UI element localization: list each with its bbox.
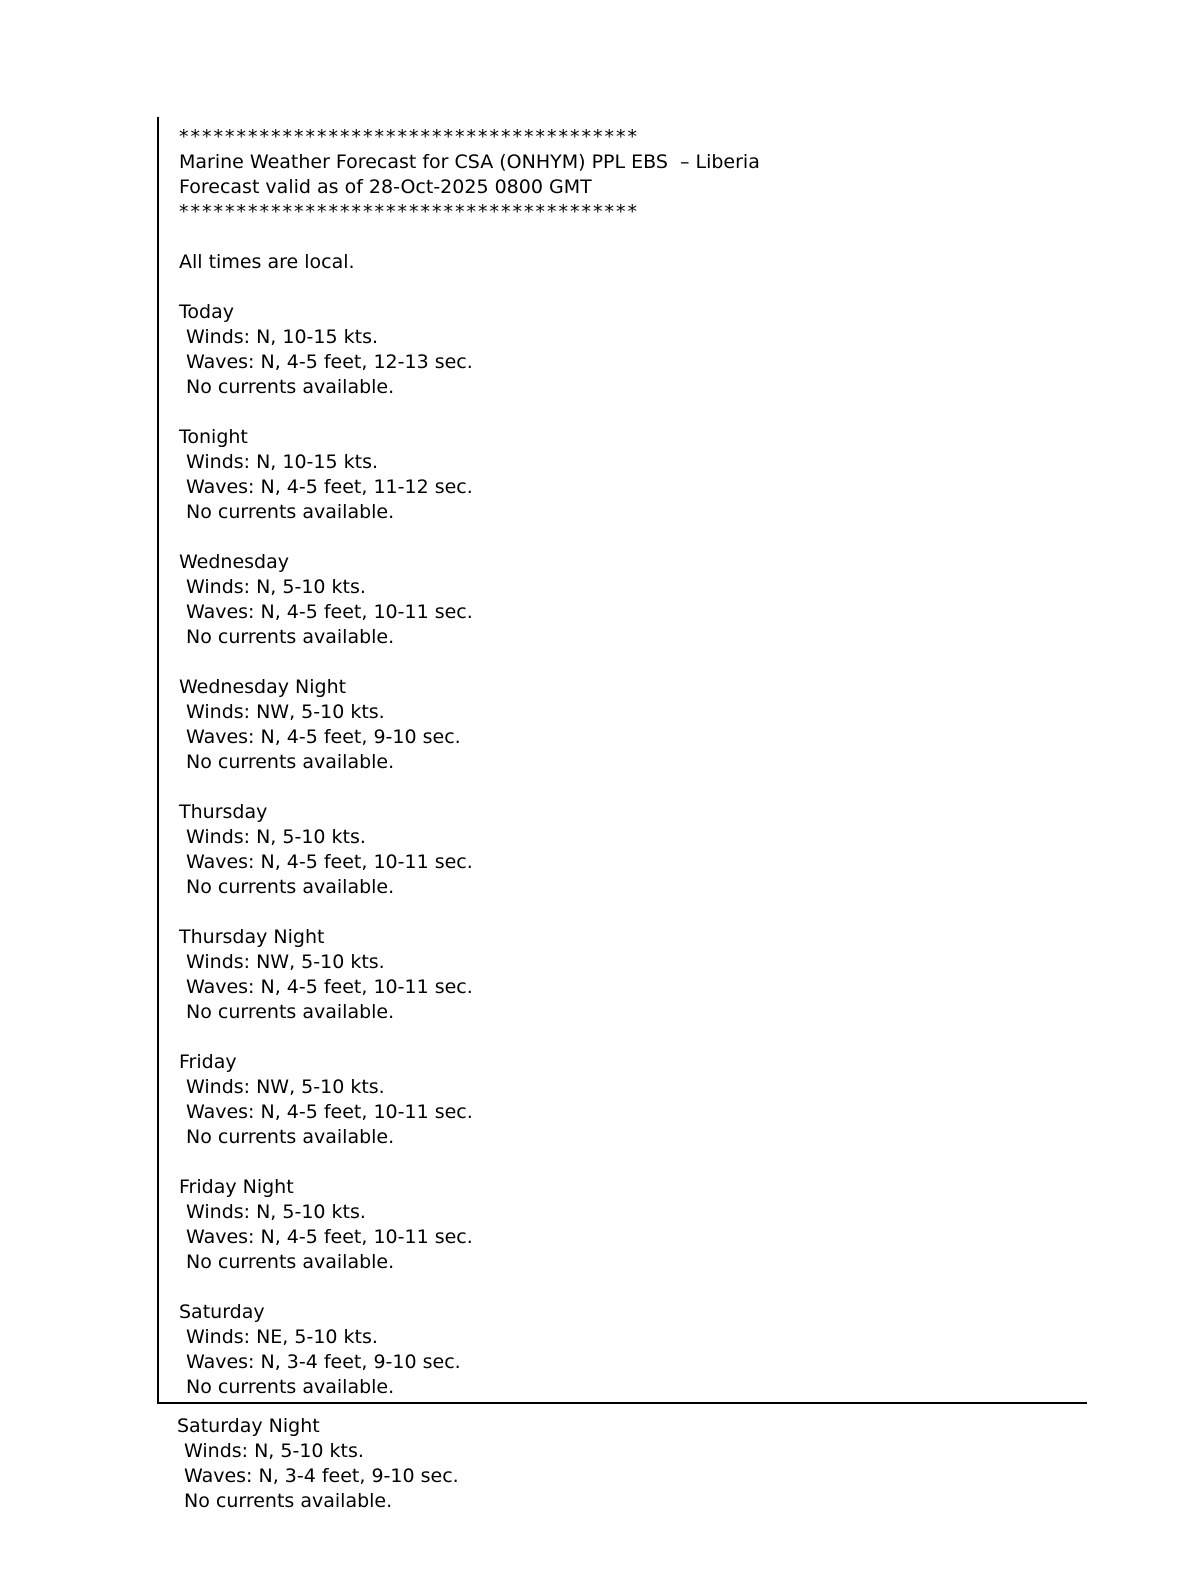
forecast-day: Wednesday: [179, 551, 290, 573]
spacer: [179, 275, 1087, 300]
forecast-winds: Winds: N, 10-15 kts.: [186, 326, 379, 348]
forecast-day: Wednesday Night: [179, 676, 347, 698]
forecast-waves: Waves: N, 4-5 feet, 10-11 sec.: [186, 976, 473, 998]
forecast-winds: Winds: NW, 5-10 kts.: [186, 701, 385, 723]
spacer: [179, 1150, 1087, 1175]
forecast-waves: Waves: N, 4-5 feet, 10-11 sec.: [186, 851, 473, 873]
forecast-section-today: [179, 300, 1087, 400]
forecast-section-tonight: [179, 425, 1087, 525]
forecast-currents: No currents available.: [186, 751, 395, 773]
forecast-waves: Waves: N, 4-5 feet, 10-11 sec.: [186, 1101, 473, 1123]
forecast-waves: Waves: N, 4-5 feet, 12-13 sec.: [186, 351, 473, 373]
forecast-section-saturday-night: [177, 1414, 1087, 1514]
spacer: [179, 650, 1087, 675]
forecast-section-thursday-night: [179, 925, 1087, 1025]
spacer: [179, 1025, 1087, 1050]
forecast-winds: Winds: NW, 5-10 kts.: [186, 951, 385, 973]
local-time-note: All times are local.: [179, 251, 355, 273]
document-valid-date: Forecast valid as of 28-Oct-2025 0800 GMT: [179, 176, 592, 198]
forecast-day: Tonight: [179, 426, 248, 448]
forecast-winds: Winds: NW, 5-10 kts.: [186, 1076, 385, 1098]
forecast-section-friday-night: [179, 1175, 1087, 1275]
spacer: [179, 525, 1087, 550]
forecast-day: Friday Night: [179, 1176, 294, 1198]
forecast-currents: No currents available.: [186, 376, 395, 398]
spacer: [179, 400, 1087, 425]
spacer: [179, 900, 1087, 925]
spacer: [179, 1275, 1087, 1300]
forecast-section-wednesday-night: [179, 675, 1087, 775]
forecast-document: [157, 117, 1087, 1404]
forecast-waves: Waves: N, 3-4 feet, 9-10 sec.: [186, 1351, 461, 1373]
forecast-winds: Winds: N, 5-10 kts.: [186, 1201, 366, 1223]
forecast-currents: No currents available.: [186, 501, 395, 523]
forecast-currents: No currents available.: [184, 1490, 393, 1512]
forecast-currents: No currents available.: [186, 1251, 395, 1273]
forecast-waves: Waves: N, 4-5 feet, 9-10 sec.: [186, 726, 461, 748]
forecast-currents: No currents available.: [186, 626, 395, 648]
forecast-day: Thursday Night: [179, 926, 325, 948]
spacer: [179, 775, 1087, 800]
forecast-day: Thursday: [179, 801, 268, 823]
forecast-waves: Waves: N, 4-5 feet, 10-11 sec.: [186, 601, 473, 623]
forecast-section-saturday: [179, 1300, 1087, 1400]
forecast-waves: Waves: N, 4-5 feet, 10-11 sec.: [186, 1226, 473, 1248]
forecast-day: Friday: [179, 1051, 237, 1073]
forecast-winds: Winds: N, 5-10 kts.: [186, 826, 366, 848]
document-title: Marine Weather Forecast for CSA (ONHYM) PPL EBS – Liberia: [179, 151, 760, 173]
forecast-winds: Winds: N, 10-15 kts.: [186, 451, 379, 473]
divider-top: ****************************************: [179, 126, 639, 148]
spacer: [179, 225, 1087, 250]
forecast-day: Saturday: [179, 1301, 265, 1323]
forecast-currents: No currents available.: [186, 876, 395, 898]
forecast-winds: Winds: N, 5-10 kts.: [184, 1440, 364, 1462]
forecast-winds: Winds: N, 5-10 kts.: [186, 576, 366, 598]
forecast-waves: Waves: N, 3-4 feet, 9-10 sec.: [184, 1465, 459, 1487]
forecast-section-thursday: [179, 800, 1087, 900]
forecast-day: Today: [179, 301, 234, 323]
forecast-currents: No currents available.: [186, 1126, 395, 1148]
forecast-section-wednesday: [179, 550, 1087, 650]
forecast-continuation: [157, 1414, 1087, 1514]
forecast-currents: No currents available.: [186, 1001, 395, 1023]
forecast-currents: No currents available.: [186, 1376, 395, 1398]
forecast-waves: Waves: N, 4-5 feet, 11-12 sec.: [186, 476, 473, 498]
divider-bottom: ****************************************: [179, 201, 639, 223]
forecast-section-friday: [179, 1050, 1087, 1150]
forecast-winds: Winds: NE, 5-10 kts.: [186, 1326, 378, 1348]
forecast-day: Saturday Night: [177, 1415, 320, 1437]
